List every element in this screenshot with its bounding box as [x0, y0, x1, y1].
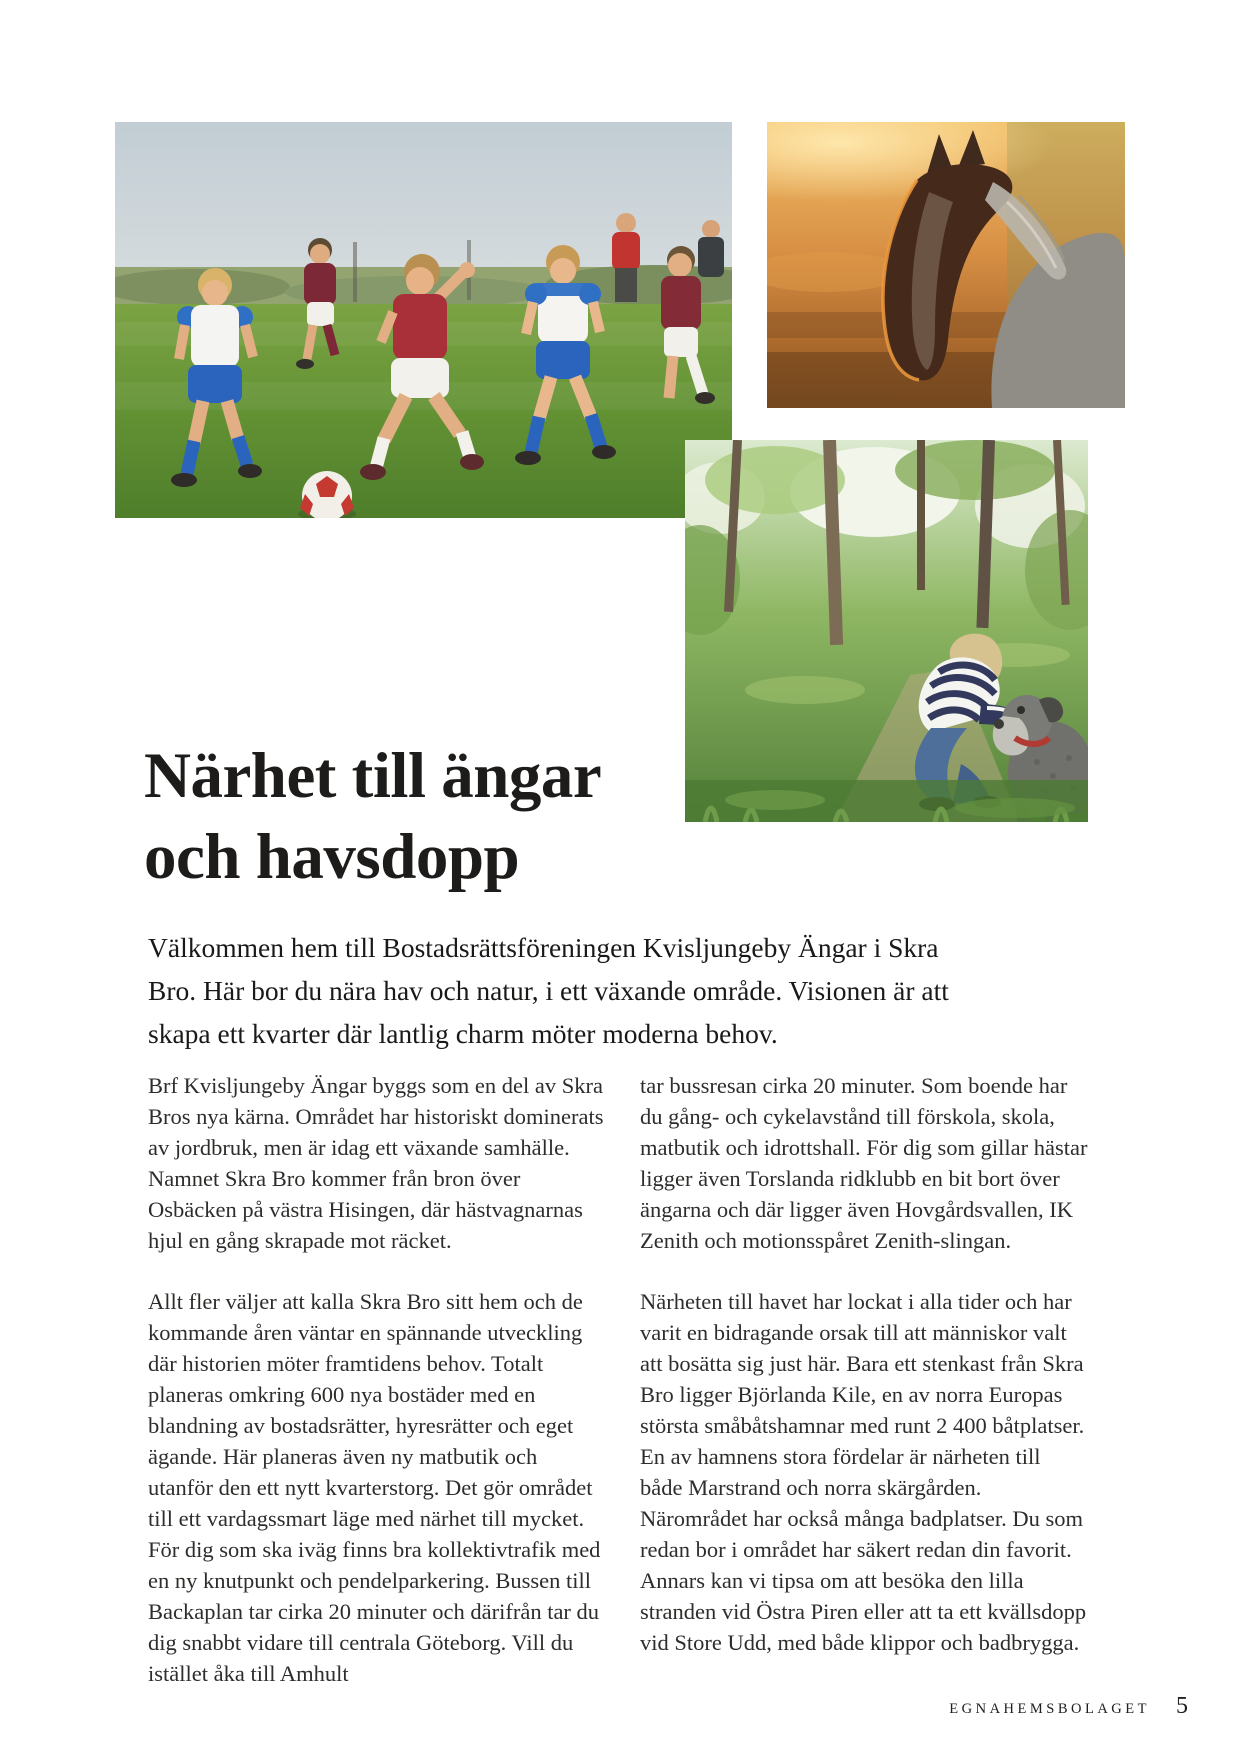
body-paragraph: Allt fler väljer att kalla Skra Bro sitt hem och de kommande åren väntar en spännande utveckling där historien möter framtidens behov. Totalt planeras omkring 600 nya bostäder med en blandning av bostadsrätter, hyresrätter och eget ägande. Här planeras även ny matbutik och utanför den ett nytt kvarterstorg. Det gör området till ett vardagssmart läge med närhet till mycket. För dig som ska iväg finns bra kollektivtrafik med en ny knutpunkt och pendelparkering. Bussen till Backaplan tar cirka 20 minuter och därifrån tar du dig snabbt vidare till centrala Göteborg. Vill du istället åka till Amhult — [148, 1289, 601, 1686]
body-column-left — [148, 1070, 605, 1689]
page-number: 5 — [1176, 1693, 1188, 1719]
body-columns — [148, 1070, 1088, 1689]
page-title-line1: Närhet till ängar — [144, 740, 602, 812]
publisher-name: EGNAHEMSBOLAGET — [949, 1701, 1150, 1717]
page-title — [144, 736, 601, 898]
page-title-line2: och havsdopp — [144, 821, 520, 893]
intro-paragraph: Välkommen hem till Bostadsrättsföreningen Kvisljungeby Ängar i Skra Bro. Här bor du nära hav och natur, i ett växande område. Visionen är att skapa ett kvarter där lantlig charm möter moderna behov. — [148, 932, 949, 1049]
foreground-grass — [685, 780, 1088, 822]
body-paragraph: Brf Kvisljungeby Ängar byggs som en del av Skra Bros nya kärna. Området har historiskt dominerats av jordbruk, men är idag ett växande samhälle. Namnet Skra Bro kommer från bron över Osbäcken på västra Hisingen, där hästvagnarnas hjul en gång skrapade mot räcket. — [148, 1073, 604, 1253]
body-paragraph: tar bussresan cirka 20 minuter. Som boende har du gång- och cykelavstånd till förskola, skola, matbutik och idrottshall. För dig som gillar hästar ligger även Torslanda ridklubb en bit bort över ängarna och där ligger även Hovgårdsvallen, IK Zenith och motionsspåret Zenith-slingan. — [640, 1073, 1088, 1253]
body-paragraph: Närheten till havet har lockat i alla tider och har varit en bidragande orsak till att människor valt att bosätta sig just här. Bara ett stenkast från Skra Bro ligger Björlanda Kile, en av norra Europas största småbåtshamnar med runt 2 400 båtplatser. En av hamnens stora fördelar är närheten till både Marstrand och norra skärgården. Närområdet har också många badplatser. Du som redan bor i området har säkert redan din favorit. Annars kan vi tipsa om att besöka den lilla stranden vid Östra Piren eller att ta ett kvällsdopp vid Store Udd, med både klippor och badbrygga. — [640, 1289, 1087, 1655]
dog-photo — [685, 440, 1088, 822]
page-footer — [949, 1693, 1188, 1720]
body-column-right — [640, 1070, 1088, 1689]
horse-photo — [767, 122, 1125, 408]
soccer-photo — [115, 122, 732, 518]
